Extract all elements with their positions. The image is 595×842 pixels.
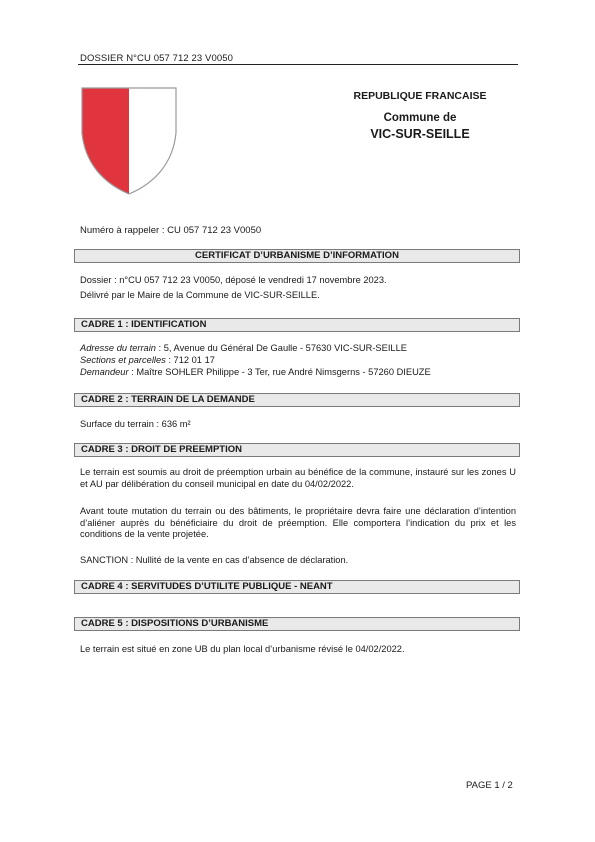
zoning-text: Le terrain est situé en zone UB du plan local d’urbanisme révisé le 04/02/2022.	[80, 644, 405, 654]
cadre1-title: CADRE 1 : IDENTIFICATION	[74, 318, 520, 332]
header-divider	[78, 64, 518, 65]
land-surface: Surface du terrain : 636 m²	[80, 419, 191, 429]
address-value: : 5, Avenue du Général De Gaulle - 57630 VIC-SUR-SEILLE	[155, 343, 407, 353]
dossier-number-header: DOSSIER N°CU 057 712 23 V0050	[80, 53, 233, 64]
crest-white-half	[129, 88, 176, 194]
sanction-text: SANCTION : Nullité de la vente en cas d’absence de déclaration.	[80, 555, 349, 565]
page-number: PAGE 1 / 2	[466, 780, 513, 791]
preemption-paragraph-1: Le terrain est soumis au droit de préemption urbain au bénéfice de la commune, instauré sur les zones U et AU par délibération du conseil municipal en date du 04/02/2022.	[80, 467, 516, 489]
coat-of-arms-crest	[81, 87, 177, 195]
address-label: Adresse du terrain	[80, 343, 156, 353]
commune-label: Commune de	[383, 112, 457, 124]
recall-number: Numéro à rappeler : CU 057 712 23 V0050	[80, 225, 262, 236]
commune-name: VIC-SUR-SEILLE	[370, 127, 470, 141]
cadre2-title: CADRE 2 : TERRAIN DE LA DEMANDE	[74, 393, 520, 407]
parcels-value: : 712 01 17	[165, 355, 215, 365]
intro-issuer-line: Délivré par le Maire de la Commune de VIC-SUR-SEILLE.	[80, 290, 320, 300]
cadre4-title: CADRE 4 : SERVITUDES D’UTILITE PUBLIQUE - NEANT	[74, 580, 520, 594]
parcels-label: Sections et parcelles	[80, 355, 166, 365]
applicant-value: : Maître SOHLER Philippe - 3 Ter, rue André Nimsgerns - 57260 DIEUZE	[128, 367, 431, 377]
republic-heading: REPUBLIQUE FRANCAISE	[353, 90, 487, 102]
preemption-paragraph-2: Avant toute mutation du terrain ou des bâtiments, le propriétaire devra faire une déclaration d’intention d’aliéner auprès du bénéficiaire du droit de préemption. Elle comportera l’indication du prix et les conditions de la vente projetée.	[80, 506, 516, 539]
cadre3-title: CADRE 3 : DROIT DE PREEMPTION	[74, 443, 520, 457]
certificate-title: CERTIFICAT D’URBANISME D’INFORMATION	[74, 249, 520, 263]
cadre5-title: CADRE 5 : DISPOSITIONS D’URBANISME	[74, 617, 520, 631]
intro-deposit-line: Dossier : n°CU 057 712 23 V0050, déposé le vendredi 17 novembre 2023.	[80, 275, 387, 285]
address-row	[80, 343, 407, 355]
parcels-row	[80, 355, 215, 367]
applicant-label: Demandeur	[80, 367, 129, 377]
applicant-row	[80, 367, 431, 379]
crest-red-half	[82, 88, 129, 194]
